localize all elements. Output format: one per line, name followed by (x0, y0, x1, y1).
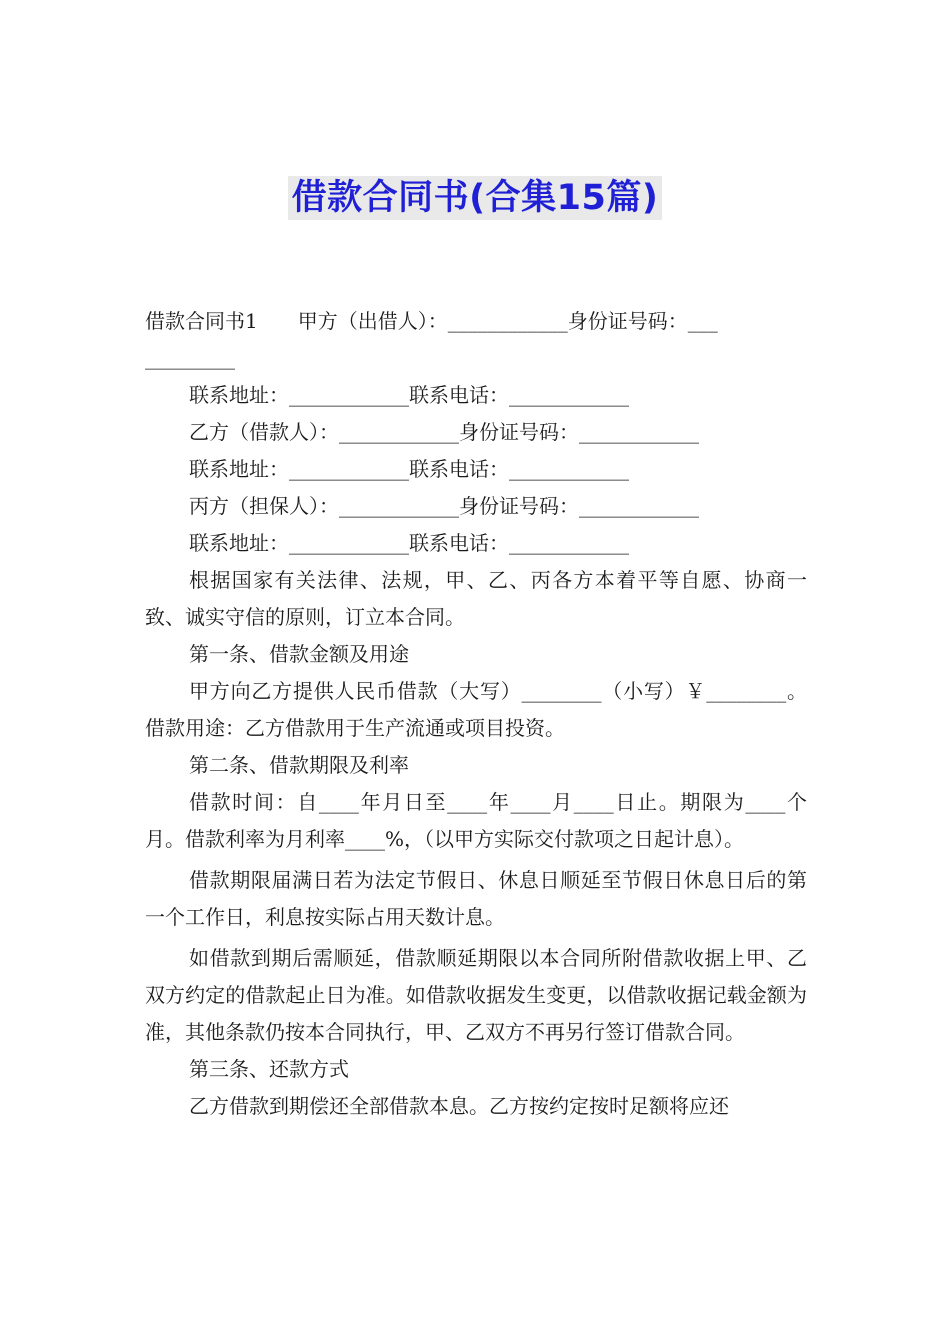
paragraph-loan-amount: 甲方向乙方提供人民币借款（大写）________（小写）￥________。借款用途：乙方借款用于生产流通或项目投资。 (145, 679, 807, 740)
paragraph-guarantor-contact: 联系地址：____________联系电话：____________ (189, 531, 629, 555)
title-wrap (0, 176, 950, 220)
heading-article-2: 第二条、借款期限及利率 (189, 753, 409, 777)
heading-article-3: 第三条、还款方式 (189, 1057, 349, 1081)
paragraph-borrower-contact: 联系地址：____________联系电话：____________ (189, 457, 629, 481)
heading-article-1: 第一条、借款金额及用途 (189, 642, 409, 666)
document-body (145, 303, 807, 1125)
paragraph-lender-line: 借款合同书1 甲方（出借人）：____________身份证号码：___ (145, 309, 718, 333)
paragraph-preamble: 根据国家有关法律、法规，甲、乙、丙各方本着平等自愿、协商一致、诚实守信的原则，订立本合同。 (145, 568, 807, 629)
paragraph-lender-contact: 联系地址：____________联系电话：____________ (189, 383, 629, 407)
paragraph-loan-term: 借款时间：自____年月日至____年____月____日止。期限为____个月。借款利率为月利率____%，（以甲方实际交付款项之日起计息）。 (145, 790, 807, 851)
paragraph-holiday-rule: 借款期限届满日若为法定节假日、休息日顺延至节假日休息日后的第一个工作日，利息按实际占用天数计息。 (145, 868, 807, 929)
paragraph-guarantor: 丙方（担保人）：____________身份证号码：____________ (189, 494, 699, 518)
paragraph-repayment: 乙方借款到期偿还全部借款本息。乙方按约定按时足额将应还 (189, 1094, 729, 1118)
paragraph-extension: 如借款到期后需顺延，借款顺延期限以本合同所附借款收据上甲、乙双方约定的借款起止日为准。如借款收据发生变更，以借款收据记载金额为准，其他条款仍按本合同执行，甲、乙双方不再另行签订借款合同。 (145, 946, 807, 1044)
paragraph-lender-line-cont: _________ (145, 346, 235, 370)
document-title: 借款合同书(合集15篇) (288, 176, 663, 220)
paragraph-borrower: 乙方（借款人）：____________身份证号码：____________ (189, 420, 699, 444)
